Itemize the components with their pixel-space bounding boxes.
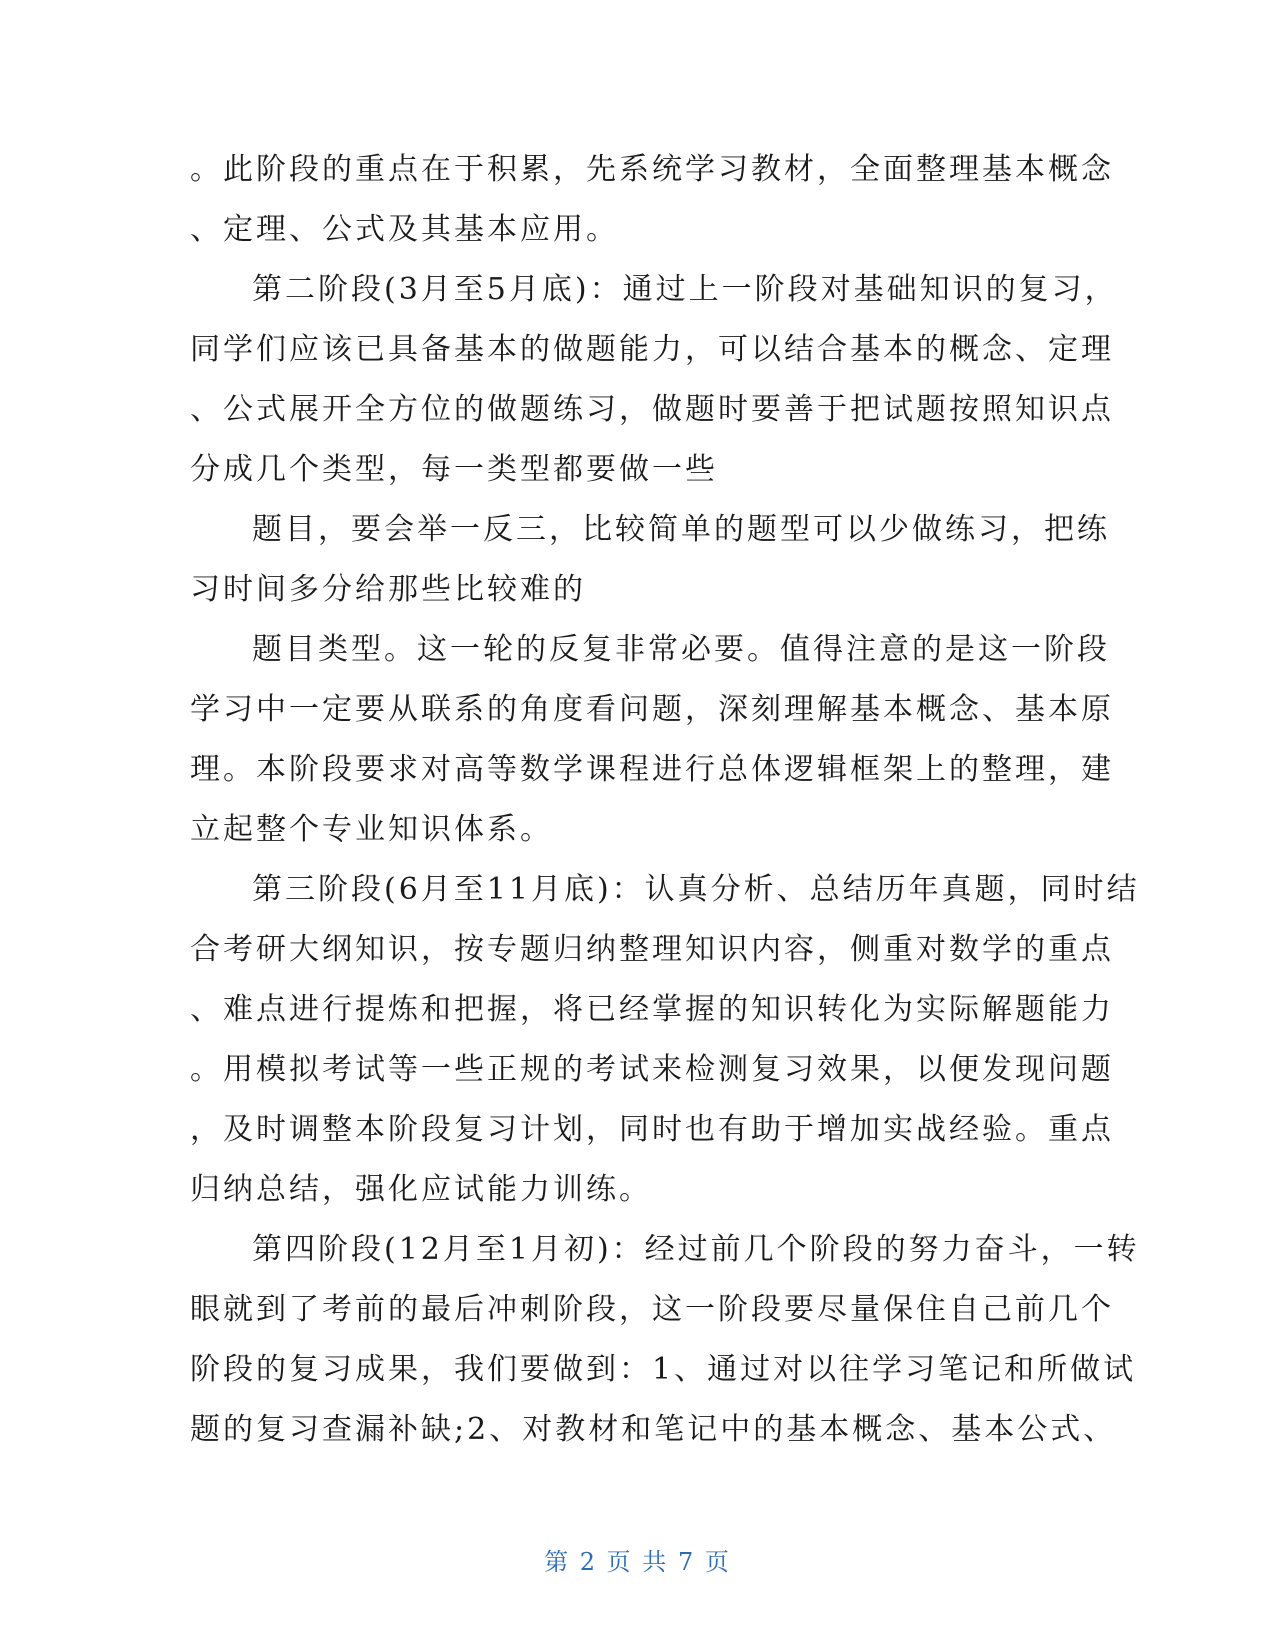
text-line: 。此阶段的重点在于积累，先系统学习教材，全面整理基本概念 (190, 152, 1114, 187)
paragraph-start-line: 题目类型。这一轮的反复非常必要。值得注意的是这一阶段 (252, 632, 1110, 667)
text-line: 理。本阶段要求对高等数学课程进行总体逻辑框架上的整理，建 (190, 752, 1114, 787)
text-line: 同学们应该已具备基本的做题能力，可以结合基本的概念、定理 (190, 332, 1114, 367)
text-line: 、难点进行提炼和把握，将已经掌握的知识转化为实际解题能力 (190, 992, 1114, 1027)
text-line: 学习中一定要从联系的角度看问题，深刻理解基本概念、基本原 (190, 692, 1114, 727)
text-line: 归纳总结，强化应试能力训练。 (190, 1172, 652, 1207)
page-footer (0, 1542, 1275, 1577)
text-line: 、公式展开全方位的做题练习，做题时要善于把试题按照知识点 (190, 392, 1114, 427)
text-line: 阶段的复习成果，我们要做到：1、通过对以往学习笔记和所做试 (190, 1352, 1137, 1387)
paragraph-start-line: 第三阶段(6月至11月底)：认真分析、总结历年真题，同时结 (252, 872, 1140, 907)
document-body (190, 140, 1140, 1460)
text-line: 习时间多分给那些比较难的 (190, 572, 586, 607)
paragraph-start-line: 第二阶段(3月至5月底)：通过上一阶段对基础知识的复习， (252, 272, 1118, 307)
text-line: 。用模拟考试等一些正规的考试来检测复习效果，以便发现问题 (190, 1052, 1114, 1087)
page-number-label: 第 2 页 共 7 页 (544, 1548, 731, 1576)
text-line: 分成几个类型，每一类型都要做一些 (190, 452, 718, 487)
text-line: 眼就到了考前的最后冲刺阶段，这一阶段要尽量保住自己前几个 (190, 1292, 1114, 1327)
text-line: 立起整个专业知识体系。 (190, 812, 553, 847)
paragraph-start-line: 第四阶段(12月至1月初)：经过前几个阶段的努力奋斗，一转 (252, 1232, 1140, 1267)
text-line: 合考研大纲知识，按专题归纳整理知识内容，侧重对数学的重点 (190, 932, 1114, 967)
paragraph-start-line: 题目，要会举一反三，比较简单的题型可以少做练习，把练 (252, 512, 1110, 547)
text-line: 题的复习查漏补缺;2、对教材和笔记中的基本概念、基本公式、 (190, 1412, 1117, 1447)
text-line: ，及时调整本阶段复习计划，同时也有助于增加实战经验。重点 (190, 1112, 1114, 1147)
text-line: 、定理、公式及其基本应用。 (190, 212, 619, 247)
